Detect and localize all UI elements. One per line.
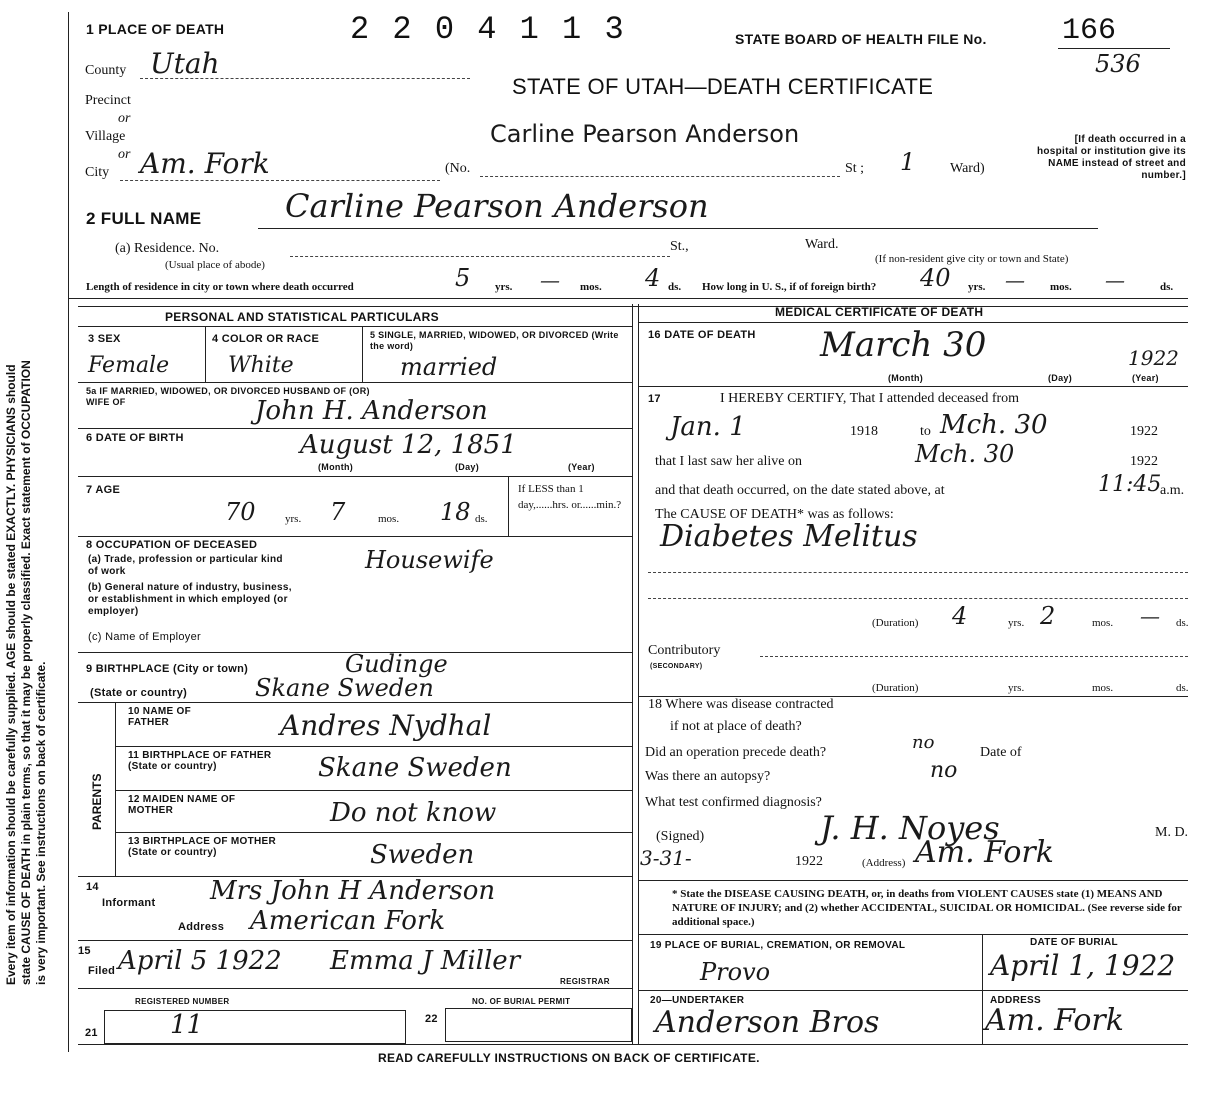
medical-title-line xyxy=(638,322,1188,323)
or-2: or xyxy=(118,147,131,162)
length-yrs-label: yrs. xyxy=(495,281,513,293)
spouse-label: 5a IF MARRIED, WIDOWED, OR DIVORCED HUSBAND OF (OR) WIFE OF xyxy=(86,386,370,407)
row-22-label: 22 xyxy=(425,1013,438,1025)
length-mos-label: mos. xyxy=(580,281,602,293)
last-saw-value: Mch. 30 xyxy=(915,440,1015,468)
city-street-line xyxy=(480,176,840,177)
certify-text: I HEREBY CERTIFY, That I attended deceased from xyxy=(720,391,1020,406)
burial-permit-label: NO. OF BURIAL PERMIT xyxy=(472,997,571,1006)
birthplace-state-label: (State or country) xyxy=(90,687,188,699)
us-ds: — xyxy=(1105,268,1125,292)
ward-label: Ward) xyxy=(950,161,985,176)
burial-permit-box xyxy=(445,1008,632,1042)
margin-line-3: is very important. See instructions on back of certificate. xyxy=(34,661,48,985)
age-label: 7 AGE xyxy=(86,484,121,496)
margin-line-2: state CAUSE OF DEATH in plain terms, so that it may be properly classified. Exact statement of OCCUPATION xyxy=(19,360,33,985)
mother-bp-label: 13 BIRTHPLACE OF MOTHER (State or country) xyxy=(128,836,277,858)
residence-st: St., xyxy=(670,239,689,254)
color-label: 4 COLOR OR RACE xyxy=(212,333,320,345)
if-less-label: If LESS than 1 day,......hrs. or......min.? xyxy=(518,483,622,511)
undertaker-value: Anderson Bros xyxy=(655,1005,880,1040)
duration-2-mos: mos. xyxy=(1092,682,1114,694)
footer-instructions: READ CAREFULLY INSTRUCTIONS ON BACK OF CERTIFICATE. xyxy=(378,1051,760,1065)
date-death-label: 16 DATE OF DEATH xyxy=(648,329,756,341)
signed-value: J. H. Noyes xyxy=(820,809,1000,847)
dob-label: 6 DATE OF BIRTH xyxy=(86,432,184,444)
death-month: (Month) xyxy=(888,373,924,383)
sex-value: Female xyxy=(88,353,170,378)
informant-num: 14 xyxy=(86,881,99,893)
date-of: Date of xyxy=(980,745,1022,760)
how-long-label: How long in U. S., if of foreign birth? xyxy=(702,281,877,293)
reg-number-label: REGISTERED NUMBER xyxy=(135,997,230,1006)
test-q: What test confirmed diagnosis? xyxy=(645,795,822,810)
disease-q2: if not at place of death? xyxy=(670,719,802,734)
filed-label: Filed xyxy=(88,965,116,977)
informant-address-label: Address xyxy=(178,921,225,933)
typed-name: Carline Pearson Anderson xyxy=(490,120,800,148)
residence-line xyxy=(290,256,670,257)
row-line-11 xyxy=(78,940,632,941)
operation-q: Did an operation precede death? xyxy=(645,745,827,760)
birthplace-city: Gudinge xyxy=(345,650,448,678)
row-line-7 xyxy=(115,746,632,747)
margin-line-1: Every item of information should be carefully supplied. AGE should be stated EXACTLY. PHYSICIANS should xyxy=(4,364,18,985)
reg-number-box xyxy=(104,1010,406,1044)
burial-date-value: April 1, 1922 xyxy=(990,949,1176,982)
age-divider xyxy=(508,476,509,536)
duration-ds-label: ds. xyxy=(1176,617,1189,629)
birthplace-label: 9 BIRTHPLACE (City or town) xyxy=(86,663,249,675)
personal-title-line xyxy=(78,326,632,327)
dob-year: (Year) xyxy=(568,462,595,472)
file-number-2: 536 xyxy=(1095,50,1141,78)
nonresident-note: (If non-resident give city or town and State) xyxy=(875,253,1069,265)
city-label: City xyxy=(85,165,110,180)
father-label: 10 NAME OF FATHER xyxy=(128,706,192,728)
center-divider xyxy=(632,304,633,1044)
row-line-1 xyxy=(78,382,632,383)
length-ds-label: ds. xyxy=(668,281,682,293)
medical-row-line-5 xyxy=(638,990,1188,991)
divider-top xyxy=(68,298,1188,299)
birthplace-country: Skane Sweden xyxy=(255,674,434,702)
us-mos-label: mos. xyxy=(1050,281,1072,293)
cause-value: Diabetes Melitus xyxy=(660,519,918,554)
row-line-6 xyxy=(78,702,632,703)
autopsy-q: Was there an autopsy? xyxy=(645,769,771,784)
stamp-number: 2 2 0 4 1 1 3 xyxy=(350,11,626,48)
undertaker-address: Am. Fork xyxy=(985,1003,1124,1038)
duration-yrs-label: yrs. xyxy=(1008,617,1025,629)
date-death-year: 1922 xyxy=(1128,346,1179,370)
burial-divider xyxy=(982,934,983,1044)
us-yrs: 40 xyxy=(920,264,951,292)
signed-label: (Signed) xyxy=(656,829,705,844)
row-line-9 xyxy=(115,832,632,833)
full-name-label: 2 FULL NAME xyxy=(86,209,202,228)
age-mos: 7 xyxy=(330,498,346,526)
dob-day: (Day) xyxy=(455,462,480,472)
residence-ward: Ward. xyxy=(805,237,839,252)
spouse-value: John H. Anderson xyxy=(255,396,488,426)
duration-yrs: 4 xyxy=(952,602,968,630)
occupation-a: (a) Trade, profession or particular kind of work xyxy=(88,554,283,577)
occupation-b: (b) General nature of industry, business, or establishment in which employed (or employer) xyxy=(88,582,292,617)
left-border xyxy=(68,12,69,1052)
death-day: (Day) xyxy=(1048,373,1073,383)
us-yrs-label: yrs. xyxy=(968,281,986,293)
parents-label: PARENTS xyxy=(90,773,104,830)
duration-2-yrs: yrs. xyxy=(1008,682,1025,694)
sign-address: Am. Fork xyxy=(915,835,1054,870)
margin-instructions xyxy=(4,360,49,985)
duration-mos: 2 xyxy=(1040,602,1056,630)
certificate-title: STATE OF UTAH—DEATH CERTIFICATE xyxy=(512,74,934,99)
or-1: or xyxy=(118,111,131,126)
length-yrs: 5 xyxy=(455,264,471,292)
undertaker-address-label: ADDRESS xyxy=(990,995,1041,1006)
father-bp-value: Skane Sweden xyxy=(318,753,512,783)
age-yrs: 70 xyxy=(225,498,256,526)
father-bp-label: 11 BIRTHPLACE OF FATHER (State or country) xyxy=(128,750,272,772)
precinct-label: Precinct xyxy=(85,93,131,108)
file-label: STATE BOARD OF HEALTH FILE No. xyxy=(735,31,987,47)
color-divider xyxy=(362,326,363,382)
death-time: 11:45 xyxy=(1098,472,1162,497)
length-label: Length of residence in city or town where death occurred xyxy=(86,281,354,293)
sign-year: 1922 xyxy=(795,854,823,869)
attended-to: Mch. 30 xyxy=(940,410,1048,440)
informant-label: Informant xyxy=(102,897,156,909)
full-name-value: Carline Pearson Anderson xyxy=(285,187,709,225)
death-year: (Year) xyxy=(1132,373,1159,383)
medical-title: MEDICAL CERTIFICATE OF DEATH xyxy=(775,305,984,319)
mother-value: Do not know xyxy=(330,798,497,828)
row-line-12 xyxy=(78,988,632,989)
md-label: M. D. xyxy=(1155,825,1189,840)
duration-mos-label: mos. xyxy=(1092,617,1114,629)
row-line-3 xyxy=(78,476,632,477)
duration-2-ds: ds. xyxy=(1176,682,1189,694)
occupation-value: Housewife xyxy=(365,546,494,574)
contributory-line xyxy=(760,656,1188,657)
age-ds-label: ds. xyxy=(475,513,488,525)
sign-date: 3-31- xyxy=(640,846,692,870)
undertaker-label: 20—UNDERTAKER xyxy=(650,995,745,1006)
center-divider-2 xyxy=(638,304,639,1044)
footnote: * State the DISEASE CAUSING DEATH, or, in deaths from VIOLENT CAUSES state (1) MEANS AND NATURE OF INJURY; and (2) whether ACCIDENTAL, SUICIDAL OR HOMICIDAL. (See reverse side for additional space.) xyxy=(672,888,1182,928)
dob-month: (Month) xyxy=(318,462,354,472)
color-value: White xyxy=(228,353,294,378)
row-line-8 xyxy=(115,790,632,791)
medical-row-line-4 xyxy=(638,934,1188,935)
length-mos: — xyxy=(540,268,560,292)
from-year: 1918 xyxy=(850,424,878,439)
to-label: to xyxy=(920,424,931,439)
row-21-label: 21 xyxy=(85,1027,98,1039)
county-label: County xyxy=(85,63,127,78)
city-value: Am. Fork xyxy=(140,147,270,180)
father-value: Andres Nydhal xyxy=(280,709,492,742)
attended-from: Jan. 1 xyxy=(670,412,746,442)
sex-label: 3 SEX xyxy=(88,333,121,345)
burial-place-value: Provo xyxy=(700,958,771,986)
county-line xyxy=(140,78,470,79)
age-mos-label: mos. xyxy=(378,513,400,525)
filed-num: 15 xyxy=(78,945,91,957)
village-label: Village xyxy=(85,129,126,144)
place-of-death-label: 1 PLACE OF DEATH xyxy=(86,21,225,37)
informant-value: Mrs John H Anderson xyxy=(210,876,496,906)
filed-value: April 5 1922 xyxy=(118,946,282,976)
dob-value: August 12, 1851 xyxy=(300,430,517,460)
marital-label: 5 SINGLE, MARRIED, WIDOWED, OR DIVORCED (Write the word) xyxy=(370,330,619,351)
last-saw-year: 1922 xyxy=(1130,454,1158,469)
hospital-note: [If death occurred in a hospital or institution give its NAME instead of street and number.] xyxy=(1036,134,1186,181)
duration-ds: — xyxy=(1140,604,1160,628)
time-suffix: a.m. xyxy=(1160,483,1185,498)
age-ds: 18 xyxy=(440,498,471,526)
cert-num: 17 xyxy=(648,393,661,405)
usual-place: (Usual place of abode) xyxy=(165,259,265,271)
mother-bp-value: Sweden xyxy=(370,840,475,870)
cause-line-2 xyxy=(648,598,1188,599)
burial-place-label: 19 PLACE OF BURIAL, CREMATION, OR REMOVAL xyxy=(650,940,906,951)
row-line-2 xyxy=(78,428,632,429)
sign-address-label: (Address) xyxy=(862,857,906,869)
disease-q: 18 Where was disease contracted xyxy=(648,697,834,712)
mother-label: 12 MAIDEN NAME OF MOTHER xyxy=(128,794,236,816)
duration-label: (Duration) xyxy=(872,617,919,629)
reg-number: 11 xyxy=(170,1010,204,1040)
us-ds-label: ds. xyxy=(1160,281,1174,293)
personal-title: PERSONAL AND STATISTICAL PARTICULARS xyxy=(165,310,439,324)
medical-row-line-3 xyxy=(638,880,1188,881)
medical-row-line-1 xyxy=(638,386,1188,387)
to-year: 1922 xyxy=(1130,424,1158,439)
cause-line-1 xyxy=(648,572,1188,573)
us-mos: — xyxy=(1005,268,1025,292)
ward-value: 1 xyxy=(900,148,916,176)
informant-address: American Fork xyxy=(250,906,446,936)
contributory-label: Contributory xyxy=(648,643,721,658)
secondary-label: (SECONDARY) xyxy=(650,663,703,670)
duration-label-2: (Duration) xyxy=(872,682,919,694)
county-value: Utah xyxy=(150,47,220,80)
burial-date-label: DATE OF BURIAL xyxy=(1030,937,1118,948)
length-ds: 4 xyxy=(645,264,661,292)
full-name-line xyxy=(258,228,1098,229)
registrar-label: REGISTRAR xyxy=(560,977,610,986)
cause-label: The CAUSE OF DEATH* was as follows: xyxy=(655,507,894,522)
divider-sections xyxy=(78,306,1188,307)
row-line-4 xyxy=(78,536,632,537)
residence-label: (a) Residence. No. xyxy=(115,241,220,256)
file-number: 166 xyxy=(1062,14,1117,48)
sex-divider xyxy=(205,326,206,382)
marital-value: married xyxy=(400,353,498,381)
city-st-label: St ; xyxy=(845,161,865,176)
registrar-value: Emma J Miller xyxy=(330,946,521,976)
file-underline xyxy=(1058,48,1170,49)
death-occurred-label: and that death occurred, on the date stated above, at xyxy=(655,483,945,498)
city-no-label: (No. xyxy=(445,161,471,176)
date-death-value: March 30 xyxy=(820,325,987,365)
divider-bottom xyxy=(78,1044,1188,1045)
autopsy-a: no xyxy=(930,758,958,783)
last-saw-label: that I last saw her alive on xyxy=(655,454,802,469)
occupation-c: (c) Name of Employer xyxy=(88,631,201,643)
city-line xyxy=(120,180,440,181)
age-yrs-label: yrs. xyxy=(285,513,302,525)
occupation-label: 8 OCCUPATION OF DECEASED xyxy=(86,539,258,551)
operation-a: no xyxy=(912,732,935,753)
